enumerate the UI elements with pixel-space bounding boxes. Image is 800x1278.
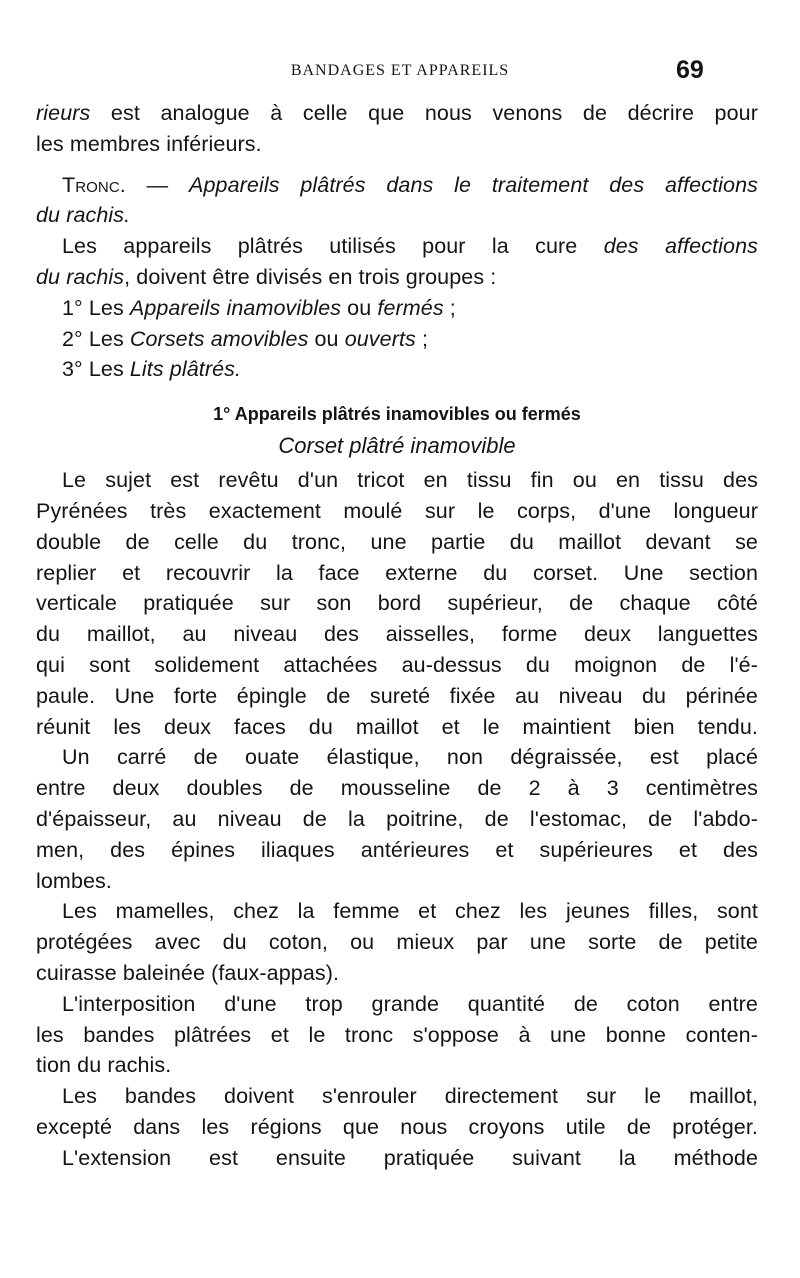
group-item-2: 2° Les Corsets amovibles ou ouverts ; (62, 326, 429, 351)
tronc-para-line-1: Les appareils plâtrés utilisés pour la cure des affections (62, 234, 758, 259)
body-line: les bandes plâtrées et le tronc s'oppose à une bonne conten- (36, 1022, 758, 1047)
section-subheading: Corset plâtré inamovible (278, 433, 516, 459)
body-line: excepté dans les régions que nous croyons utile de protéger. (36, 1114, 758, 1139)
tronc-heading: Tronc. — Appareils plâtrés dans le traitement des affections (62, 172, 758, 197)
group-item-3: 3° Les Lits plâtrés. (62, 357, 242, 382)
body-line: Un carré de ouate élastique, non dégraissée, est placé (62, 745, 758, 770)
page-number: 69 (676, 56, 704, 84)
body-line: lombes. (36, 868, 112, 893)
body-line: entre deux doubles de mousseline de 2 à 3 centimètres (36, 776, 758, 801)
body-line: d'épaisseur, au niveau de la poitrine, de l'estomac, de l'abdo- (36, 806, 758, 831)
intro-line-1: rieurs est analogue à celle que nous venons de décrire pour (36, 101, 758, 125)
body-line: qui sont solidement attachées au-dessus du moignon de l'é- (36, 652, 758, 677)
body-line: paule. Une forte épingle de sureté fixée au niveau du périnée (36, 683, 758, 708)
group-item-1: 1° Les Appareils inamovibles ou fermés ; (62, 295, 456, 320)
body-line: Pyrénées très exactement moulé sur le corps, d'une longueur (36, 498, 758, 523)
body-line: du maillot, au niveau des aisselles, forme deux languettes (36, 622, 758, 647)
body-line: L'extension est ensuite pratiquée suivant la méthode (62, 1145, 758, 1170)
body-paragraphs (36, 465, 758, 1173)
section-heading: 1° Appareils plâtrés inamovibles ou fermés (213, 404, 581, 425)
body-line: Le sujet est revêtu d'un tricot en tissu fin ou en tissu des (62, 468, 758, 493)
body-line: réunit les deux faces du maillot et le maintient bien tendu. (36, 714, 758, 739)
body-line: L'interposition d'une trop grande quantité de coton entre (62, 991, 758, 1016)
body-line: double de celle du tronc, une partie du maillot devant se (36, 529, 758, 554)
body-line: protégées avec du coton, ou mieux par une sorte de petite (36, 930, 758, 955)
body-line: Les bandes doivent s'enrouler directement sur le maillot, (62, 1084, 758, 1109)
body-line: cuirasse baleinée (faux-appas). (36, 960, 340, 985)
text-body (36, 98, 758, 1174)
body-line: verticale pratiquée sur son bord supérieur, de chaque côté (36, 591, 758, 616)
intro-line-2: les membres inférieurs. (36, 131, 262, 156)
body-line: Les mamelles, chez la femme et chez les jeunes filles, sont (62, 899, 758, 924)
tronc-heading-cont: du rachis. (36, 203, 131, 228)
tronc-para-line-2: du rachis, doivent être divisés en trois groupes : (36, 264, 497, 289)
running-head: BANDAGES ET APPAREILS (290, 62, 510, 79)
body-line: tion du rachis. (36, 1053, 172, 1078)
body-line: men, des épines iliaques antérieures et supérieures et des (36, 837, 758, 862)
body-line: replier et recouvrir la face externe du corset. Une section (36, 560, 758, 585)
